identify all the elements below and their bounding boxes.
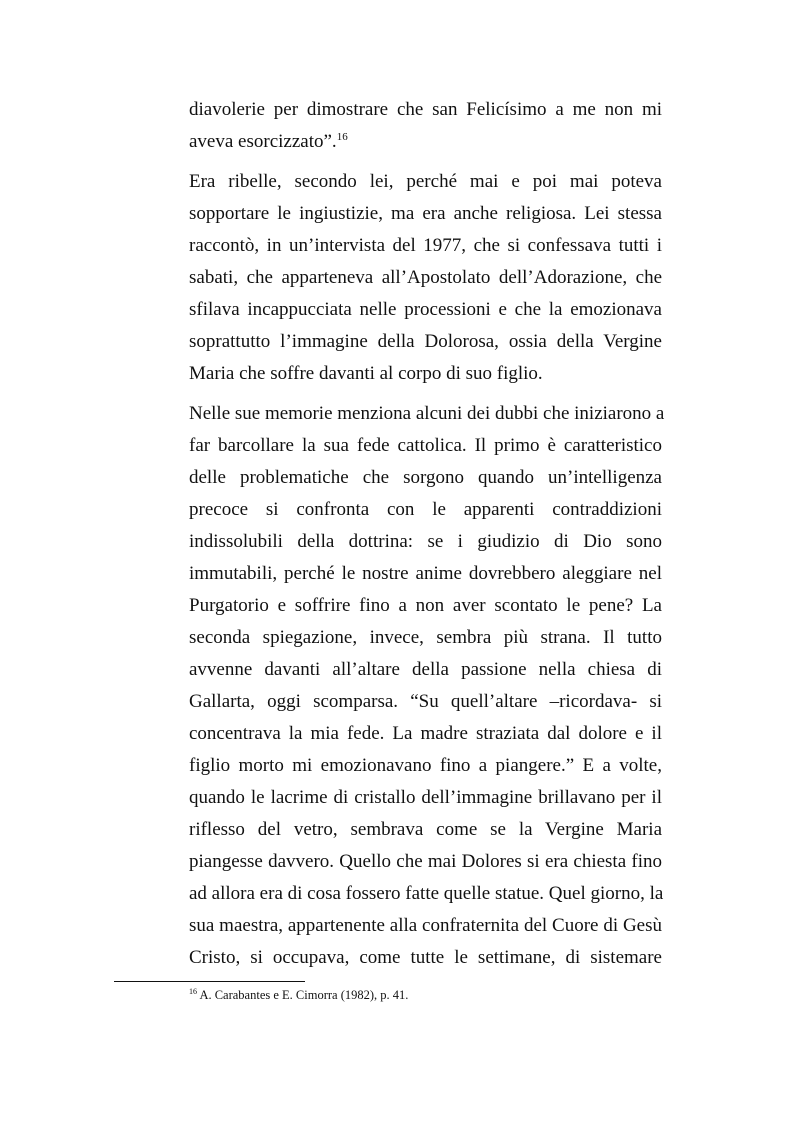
text-line: Nelle sue memorie menziona alcuni dei dubbi che iniziarono a (189, 403, 665, 424)
text-line (189, 126, 662, 158)
text-line: precoce si confronta con le apparenti contraddizioni (189, 499, 662, 520)
body-text (189, 94, 665, 974)
text-line: soprattutto l’immagine della Dolorosa, ossia della Vergine (189, 331, 662, 352)
text-line: sabati, che apparteneva all’Apostolato dell’Adorazione, che (189, 267, 662, 288)
text-line: piangesse davvero. Quello che mai Dolores si era chiesta fino (189, 851, 662, 872)
footnote (189, 988, 408, 1003)
text-line: figlio morto mi emozionavano fino a piangere.” E a volte, (189, 755, 662, 776)
text-line: Cristo, si occupava, come tutte le settimane, di sistemare (189, 947, 662, 968)
footnote-divider (114, 981, 305, 982)
footnote-text: A. Carabantes e E. Cimorra (1982), p. 41. (199, 988, 409, 1002)
text-line: raccontò, in un’intervista del 1977, che si confessava tutti i (189, 235, 662, 256)
text-line-content: aveva esorcizzato”. (189, 131, 337, 152)
text-line: Gallarta, oggi scomparsa. “Su quell’altare –ricordava- si (189, 691, 662, 712)
text-line: Purgatorio e soffrire fino a non aver scontato le pene? La (189, 595, 662, 616)
text-line: indissolubili della dottrina: se i giudizio di Dio sono (189, 531, 662, 552)
text-line: sfilava incappucciata nelle processioni e che la emozionava (189, 299, 662, 320)
paragraph-2 (189, 166, 662, 390)
text-line: sopportare le ingiustizie, ma era anche religiosa. Lei stessa (189, 203, 662, 224)
paragraph-1 (189, 94, 662, 158)
text-line: diavolerie per dimostrare che san Felicísimo a me non mi (189, 99, 662, 120)
footnote-reference: 16 (336, 131, 348, 143)
text-line: far barcollare la sua fede cattolica. Il primo è caratteristico (189, 435, 662, 456)
text-line: quando le lacrime di cristallo dell’immagine brillavano per il (189, 787, 662, 808)
text-line: ad allora era di cosa fossero fatte quelle statue. Quel giorno, la (189, 883, 664, 904)
text-line: seconda spiegazione, invece, sembra più strana. Il tutto (189, 627, 662, 648)
text-line: Era ribelle, secondo lei, perché mai e poi mai poteva (189, 171, 662, 192)
text-line: riflesso del vetro, sembrava come se la Vergine Maria (189, 819, 662, 840)
text-line: Maria che soffre davanti al corpo di suo figlio. (189, 363, 543, 384)
paragraph-3 (189, 398, 665, 974)
text-line: avvenne davanti all’altare della passione nella chiesa di (189, 659, 662, 680)
text-line: sua maestra, appartenente alla confraternita del Cuore di Gesù (189, 915, 662, 936)
text-line: concentrava la mia fede. La madre straziata dal dolore e il (189, 723, 662, 744)
text-line: delle problematiche che sorgono quando un’intelligenza (189, 467, 662, 488)
footnote-number: 16 (189, 987, 197, 996)
text-line: immutabili, perché le nostre anime dovrebbero aleggiare nel (189, 563, 662, 584)
